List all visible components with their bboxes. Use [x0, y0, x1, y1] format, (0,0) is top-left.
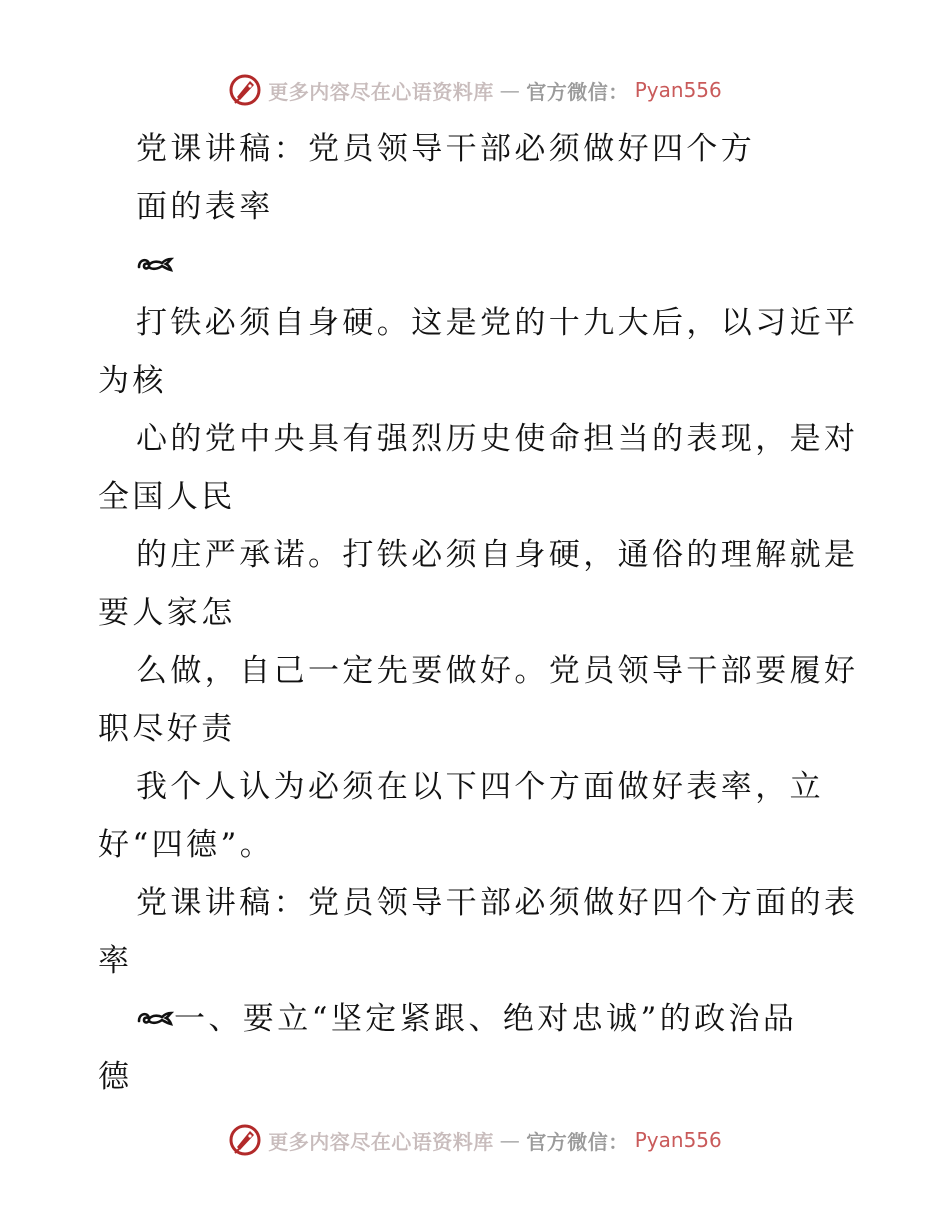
repeat-title-line-2: 率 [98, 943, 133, 979]
footer-banner [0, 1120, 950, 1160]
doc-title-line-1: 党课讲稿：党员领导干部必须做好四个方 [136, 131, 756, 167]
paragraph-line: 要人家怎 [98, 595, 236, 631]
paragraph-line: 的庄严承诺。打铁必须自身硬，通俗的理解就是 [136, 537, 859, 573]
header-banner [0, 70, 950, 110]
section-heading-line-2: 德 [98, 1059, 133, 1095]
footer-wechat-id: Pyan556 [634, 1128, 722, 1152]
paragraph-line: 好“四德”。 [98, 827, 275, 863]
header-wechat-id: Pyan556 [634, 78, 722, 102]
ornament-line [98, 236, 858, 294]
pen-nib-logo-icon [228, 1123, 262, 1157]
section-heading-text: 一、要立“坚定紧跟、绝对忠诚”的政治品 [174, 1001, 798, 1037]
paragraph-line: 打铁必须自身硬。这是党的十九大后，以习近平 [136, 305, 859, 341]
doc-title-line-2: 面的表率 [136, 189, 274, 225]
paragraph-line: 我个人认为必须在以下四个方面做好表率，立 [136, 769, 824, 805]
paragraph-line: 心的党中央具有强烈历史使命担当的表现，是对 [136, 421, 859, 457]
ornament-flourish-icon [136, 1007, 174, 1029]
footer-wechat-label: 官方微信： [526, 1129, 629, 1154]
paragraph-line: 全国人民 [98, 479, 236, 515]
paragraph-line: 职尽好责 [98, 711, 236, 747]
section-heading-line-1 [98, 990, 858, 1048]
repeat-title-line-1: 党课讲稿：党员领导干部必须做好四个方面的表 [136, 885, 859, 921]
document-body [98, 120, 858, 1106]
ornament-flourish-icon [136, 253, 174, 275]
paragraph-line: 么做，自己一定先要做好。党员领导干部要履好 [136, 653, 859, 689]
footer-brand-text: 更多内容尽在心语资料库 [268, 1129, 494, 1154]
header-wechat-label: 官方微信： [526, 79, 629, 104]
pen-nib-logo-icon [228, 73, 262, 107]
footer-dash: — [499, 1128, 521, 1152]
paragraph-line: 为核 [98, 363, 167, 399]
header-dash: — [499, 78, 521, 102]
header-brand-text: 更多内容尽在心语资料库 [268, 79, 494, 104]
